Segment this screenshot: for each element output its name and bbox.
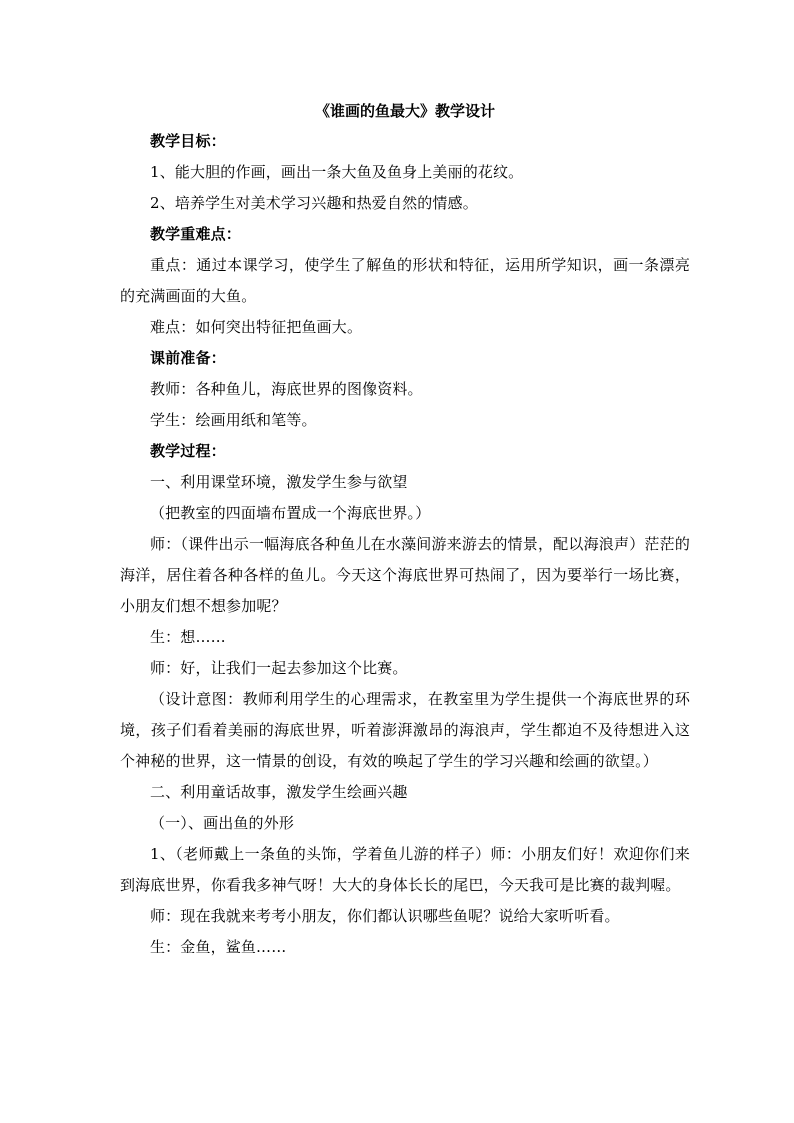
paragraph: （一）、画出鱼的外形 (150, 814, 295, 832)
document-body (120, 96, 690, 963)
paragraph: 2、培养学生对美术学习兴趣和热爱自然的情感。 (150, 194, 478, 212)
paragraph: 学生：绘画用纸和笔等。 (150, 411, 317, 429)
paragraph: 1、能大胆的作画，画出一条大鱼及鱼身上美丽的花纹。 (150, 163, 524, 181)
paragraph: 生：想…… (150, 628, 226, 646)
paragraph: 教师：各种鱼儿，海底世界的图像资料。 (150, 380, 423, 398)
paragraph: 重点：通过本课学习，使学生了解鱼的形状和特征，运用所学知识，画一条漂亮的充满画面的大鱼。 (120, 256, 690, 305)
paragraph: 师：（课件出示一幅海底各种鱼儿在水藻间游来游去的情景，配以海浪声）茫茫的海洋，居住着各种各样的鱼儿。今天这个海底世界可热闹了，因为要举行一场比赛，小朋友们想不想参加呢？ (120, 535, 690, 615)
paragraph: 1、（老师戴上一条鱼的头饰，学着鱼儿游的样子）师：小朋友们好！欢迎你们来到海底世界，你看我多神气呀！大大的身体长长的尾巴，今天我可是比赛的裁判喔。 (120, 845, 690, 894)
document-title: 《谁画的鱼最大》教学设计 (314, 102, 495, 120)
paragraph: （把教室的四面墙布置成一个海底世界。） (150, 504, 431, 522)
section-heading: 课前准备： (150, 349, 226, 367)
paragraph: （设计意图：教师利用学生的心理需求，在教室里为学生提供一个海底世界的环境，孩子们看着美丽的海底世界，听着澎湃激昂的海浪声，学生都迫不及待想进入这个神秘的世界，这一情景的创设，有效的唤起了学生的学习兴趣和绘画的欲望。） (120, 690, 690, 770)
section-heading: 教学重难点： (150, 225, 241, 243)
paragraph: 难点：如何突出特征把鱼画大。 (150, 318, 363, 336)
section-heading: 教学过程： (150, 442, 226, 460)
section-heading: 教学目标： (150, 132, 226, 150)
paragraph: 师：好，让我们一起去参加这个比赛。 (150, 659, 408, 677)
paragraph: 二、利用童话故事，激发学生绘画兴趣 (150, 783, 408, 801)
paragraph: 一、利用课堂环境，激发学生参与欲望 (150, 473, 408, 491)
paragraph: 生：金鱼，鲨鱼…… (150, 938, 287, 956)
paragraph: 师：现在我就来考考小朋友，你们都认识哪些鱼呢？说给大家听听看。 (150, 907, 620, 925)
paragraph-list (120, 126, 690, 963)
